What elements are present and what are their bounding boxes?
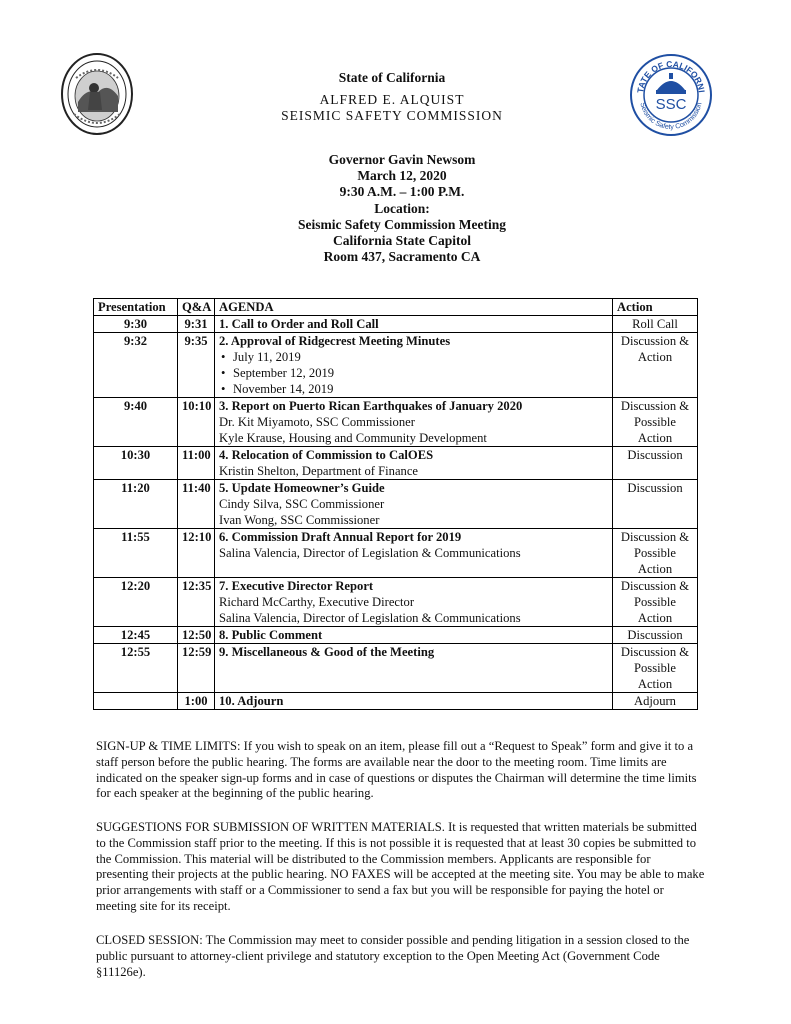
agenda-item	[215, 529, 613, 578]
presentation-time: 9:32	[94, 333, 178, 398]
agenda-item-title: 2. Approval of Ridgecrest Meeting Minutes	[219, 334, 451, 348]
agenda-item-title: 8. Public Comment	[219, 628, 323, 642]
presentation-time: 10:30	[94, 447, 178, 480]
qa-time: 10:10	[178, 398, 215, 447]
agenda-row	[94, 316, 698, 333]
agenda-item	[215, 578, 613, 627]
agenda-item	[215, 644, 613, 693]
agenda-item-title: 3. Report on Puerto Rican Earthquakes of January 2020	[219, 399, 523, 413]
agenda-item-title: 10. Adjourn	[219, 694, 284, 708]
meeting-time: 9:30 A.M. – 1:00 P.M.	[339, 184, 465, 200]
agenda-item-title: 4. Relocation of Commission to CalOES	[219, 448, 434, 462]
agenda-item-presenter: Ivan Wong, SSC Commissioner	[219, 513, 380, 527]
qa-time: 11:40	[178, 480, 215, 529]
agenda-row	[94, 578, 698, 627]
agenda-item-title: 1. Call to Order and Roll Call	[219, 317, 379, 331]
agenda-item-presenter: Salina Valencia, Director of Legislation & Communications	[219, 546, 521, 560]
agenda-item-bullet: • September 12, 2019	[219, 365, 608, 381]
venue: California State Capitol	[333, 233, 471, 249]
agenda-action: Discussion	[613, 627, 698, 644]
agenda-row	[94, 480, 698, 529]
agenda-item-presenter: Richard McCarthy, Executive Director	[219, 595, 415, 609]
agenda-item-title: 7. Executive Director Report	[219, 579, 374, 593]
presentation-time: 12:20	[94, 578, 178, 627]
agenda-row	[94, 447, 698, 480]
agenda-item-title: 5. Update Homeowner’s Guide	[219, 481, 385, 495]
governor-line: Governor Gavin Newsom	[328, 152, 476, 167]
ssc-logo-icon	[630, 54, 712, 136]
agenda-action: Adjourn	[613, 693, 698, 710]
state-title: State of California	[338, 70, 446, 85]
room: Room 437, Sacramento CA	[323, 249, 481, 265]
agenda-item	[215, 447, 613, 480]
header-agenda: AGENDA	[215, 299, 613, 316]
signup-time-limits: SIGN-UP & TIME LIMITS: If you wish to speak on an item, please fill out a “Request to Speak” form and give it to a staff person before the public hearing. The forms are available near the door to the meeting room. Time limits are indicated on the speaker sign-up forms and in case of questions or disputes the Chairman will determine the time limits for each speaker at the beginning of the public hearing.	[96, 739, 697, 801]
agenda-header-row	[94, 299, 698, 316]
presentation-time: 12:55	[94, 644, 178, 693]
agenda-item-presenter: Cindy Silva, SSC Commissioner	[219, 497, 385, 511]
presentation-time: 12:45	[94, 627, 178, 644]
location-label: Location:	[374, 200, 430, 216]
agenda-row	[94, 644, 698, 693]
qa-time: 12:10	[178, 529, 215, 578]
agenda-row	[94, 398, 698, 447]
header-action: Action	[613, 299, 698, 316]
commission-name	[262, 92, 522, 124]
agenda-row	[94, 693, 698, 710]
meeting-date: March 12, 2020	[357, 168, 447, 184]
meeting-info	[252, 152, 552, 265]
agenda-row	[94, 529, 698, 578]
agenda-action: Discussion & Possible Action	[613, 529, 698, 578]
agenda-item-bullet: • November 14, 2019	[219, 381, 608, 397]
agenda-item	[215, 316, 613, 333]
agenda-action: Discussion & Possible Action	[613, 578, 698, 627]
great-seal-of-california-icon	[60, 52, 134, 136]
qa-time: 12:50	[178, 627, 215, 644]
presentation-time: 11:20	[94, 480, 178, 529]
agenda-item-presenter: Dr. Kit Miyamoto, SSC Commissioner	[219, 415, 415, 429]
agenda-action: Discussion & Possible Action	[613, 398, 698, 447]
meeting-name: Seismic Safety Commission Meeting	[297, 216, 507, 232]
header-qa: Q&A	[178, 299, 215, 316]
qa-time: 12:59	[178, 644, 215, 693]
agenda-item-bullet: • July 11, 2019	[219, 349, 608, 365]
agenda-item	[215, 480, 613, 529]
agenda-action: Discussion & Possible Action	[613, 644, 698, 693]
agenda-item-presenter: Kristin Shelton, Department of Finance	[219, 464, 419, 478]
agenda-table	[93, 298, 698, 710]
qa-time: 9:31	[178, 316, 215, 333]
qa-time: 11:00	[178, 447, 215, 480]
agenda-action: Roll Call	[613, 316, 698, 333]
agenda-item	[215, 398, 613, 447]
qa-time: 9:35	[178, 333, 215, 398]
qa-time: 12:35	[178, 578, 215, 627]
commission-name-line1: ALFRED E. ALQUIST	[319, 92, 465, 107]
agenda-row	[94, 627, 698, 644]
closed-session: CLOSED SESSION: The Commission may meet to consider possible and pending litigation in a session closed to the public pursuant to attorney-client privilege and statutory exception to the Open Meeting Act (Government Code §11126e).	[96, 933, 690, 979]
header-presentation: Presentation	[94, 299, 178, 316]
agenda-item-title: 6. Commission Draft Annual Report for 2019	[219, 530, 462, 544]
agenda-item-title: 9. Miscellaneous & Good of the Meeting	[219, 645, 435, 659]
logo-text-bottom: Seismic Safety Commission	[638, 101, 704, 132]
presentation-time: 9:30	[94, 316, 178, 333]
qa-time: 1:00	[178, 693, 215, 710]
agenda-row	[94, 333, 698, 398]
written-materials: SUGGESTIONS FOR SUBMISSION OF WRITTEN MATERIALS. It is requested that written materials be submitted to the Commission staff prior to the meeting. If this is not possible it is requested that at least 30 copies be submitted to the Commission. This material will be distributed to the Commission members. Applicants are responsible for presenting their projects at the public hearing. NO FAXES will be accepted at the meeting site. You may be able to make prior arrangements with staff or a Commissioner to send a fax but you will be responsible for paying the hotel or meeting site for its receipt.	[96, 820, 705, 913]
agenda-item-presenter: Kyle Krause, Housing and Community Development	[219, 431, 487, 445]
logo-text-center: SSC	[655, 96, 687, 113]
presentation-time	[94, 693, 178, 710]
agenda-action: Discussion	[613, 480, 698, 529]
commission-name-line2: SEISMIC SAFETY COMMISSION	[281, 108, 503, 123]
agenda-action: Discussion & Action	[613, 333, 698, 398]
agenda-item	[215, 333, 613, 398]
agenda-item	[215, 693, 613, 710]
presentation-time: 9:40	[94, 398, 178, 447]
agenda-action: Discussion	[613, 447, 698, 480]
agenda-item-presenter: Salina Valencia, Director of Legislation & Communications	[219, 611, 521, 625]
agenda-item	[215, 627, 613, 644]
presentation-time: 11:55	[94, 529, 178, 578]
logo-text-top: TATE OF CALIFORNI	[635, 58, 707, 94]
